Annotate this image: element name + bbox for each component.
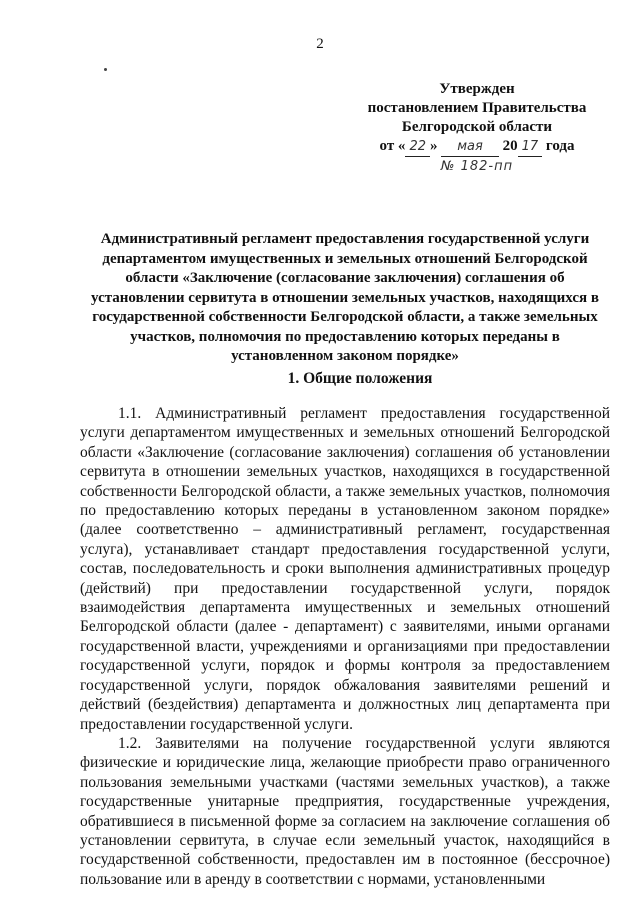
date-day: 22	[405, 137, 430, 157]
date-month: мая	[441, 137, 499, 157]
paragraph-1-1: 1.1. Административный регламент предоставления государственной услуги департаментом имущественных и земельных отношений Белгородской области «Заключение (согласование заключения) соглашения об установлении сервитута в отношении земельных участков, находящихся в государственной собственности Белгородской области, а также земельных участков, полномочия по предоставлению которых переданы в установленном законом порядке» (далее соответственно – административный регламент, государственная услуга), устанавливает стандарт предоставления государственной услуги, состав, последовательность и сроки выполнения административных процедур (действий) при предоставлении государственной услуги, порядок взаимодействия департамента имущественных и земельных отношений Белгородской области (далее - департамент) с заявителями, иными органами государственной власти, учреждениями и организациями при предоставлении государственной услуги, порядок и формы контроля за предоставлением государственной услуги, порядок обжалования заявителями решений и действий (бездействия) департамента и должностных лиц департамента при предоставлении государственной услуги.	[80, 405, 610, 733]
date-year-suffix: 17	[518, 137, 543, 157]
date-prefix: от «	[379, 138, 406, 154]
date-year-word: года	[545, 138, 575, 154]
date-day-suffix: »	[429, 138, 438, 154]
document-title: Административный регламент предоставления государственной услуги департаментом имущественных и земельных отношений Белгородской области «Заключение (согласование заключения) соглашения об установлении сервитута в отношении земельных участков, находящихся в государственной собственности Белгородской области, а также земельных участков, полномочия по предоставлению которых переданы в установленном законом порядке»	[91, 231, 599, 364]
approval-block	[352, 80, 602, 176]
approval-line-resolution: постановлением Правительства	[367, 100, 587, 116]
approval-date	[352, 137, 602, 157]
section-heading: 1. Общие положения	[287, 370, 433, 387]
scan-dot	[104, 68, 107, 71]
page-number: 2	[316, 36, 324, 52]
approval-line-approved: Утвержден	[439, 81, 515, 97]
resolution-number: № 182-пп	[440, 159, 514, 174]
date-year-prefix: 20	[502, 138, 518, 154]
approval-line-region: Белгородской области	[401, 119, 553, 135]
body-text	[80, 404, 610, 889]
approval-number	[352, 157, 602, 176]
paragraph-1-2: 1.2. Заявителями на получение государственной услуги являются физические и юридические лица, желающие приобрести право ограниченного пользования земельными участками (частями земельных участков), а также государственные унитарные предприятия, государственные учреждения, обратившиеся в письменной форме за согласием на заключение соглашения об установлении сервитута, в случае если земельный участок, находящийся в государственной собственности, предоставлен им в постоянное (бессрочное) пользование или в аренду в соответствии с нормами, установленными	[80, 734, 610, 888]
